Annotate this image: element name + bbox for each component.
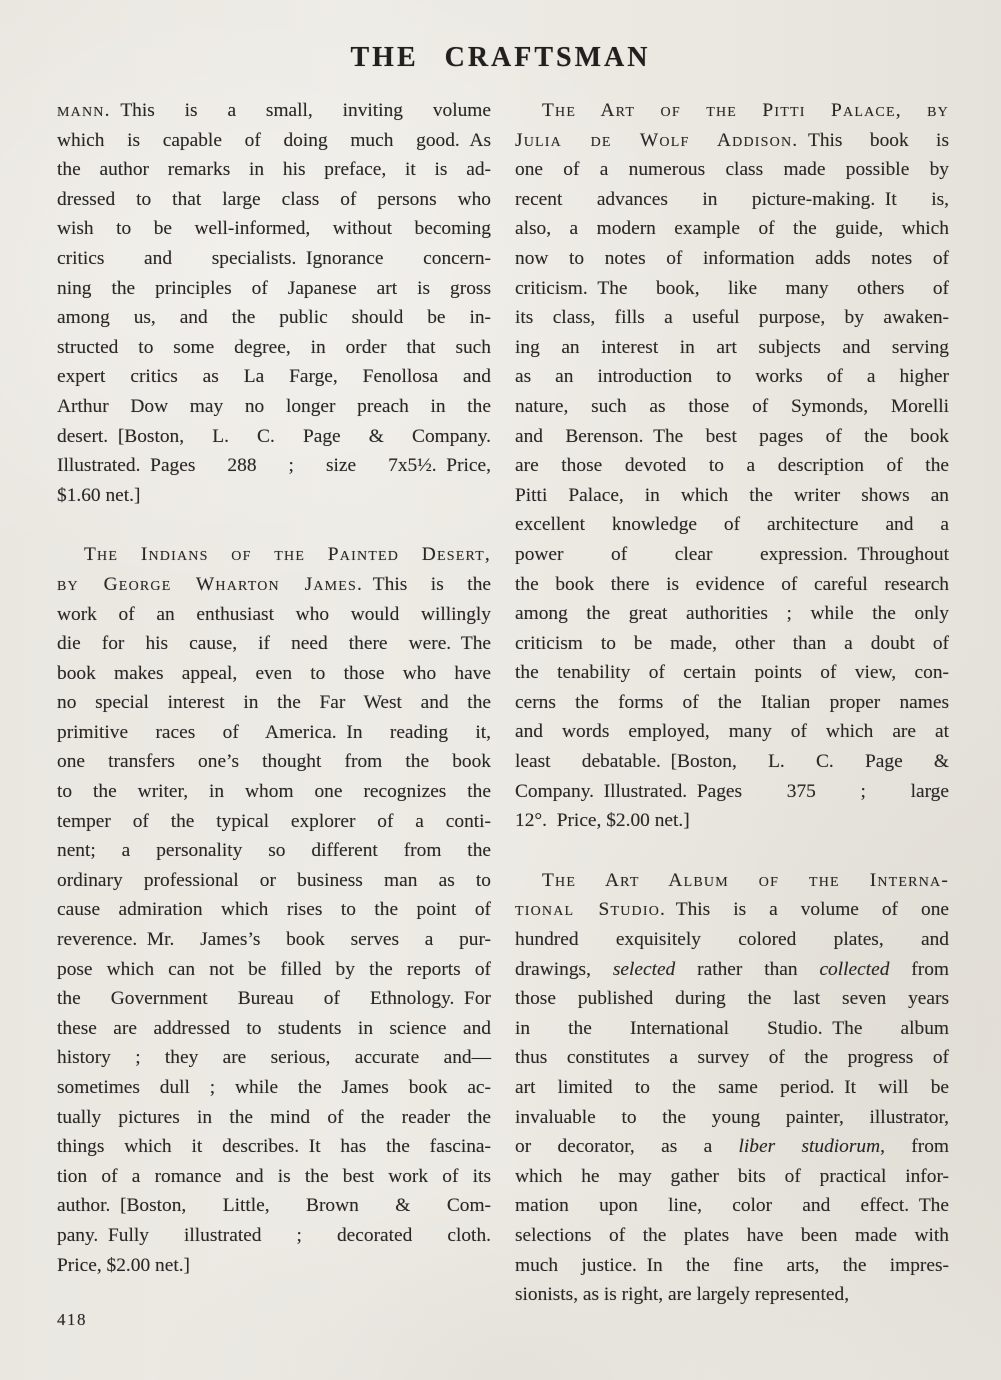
text-line: reverence. Mr. James’s book serves a pur- [57,929,491,951]
text-line: $1.60 net.] [57,484,141,506]
text-line: criticism. The book, like many others of [515,277,949,299]
text-line: history ; they are serious, accurate and— [57,1047,491,1069]
text-line: those published during the last seven years [515,988,949,1010]
text-line: recent advances in picture-making. It is, [515,188,949,210]
paragraph [57,540,491,1280]
text-line: the tenability of certain points of view, con- [515,662,949,684]
text-line: invaluable to the young painter, illustrator, [515,1106,949,1128]
text-line: power of clear expression. Throughout [515,543,949,565]
text-line: nature, such as those of Symonds, Morelli [515,395,949,417]
text-line: The Art of the Pitti Palace, by [542,100,949,121]
text-line: also, a modern example of the guide, which [515,218,949,240]
text-line: one of a numerous class made possible by [515,159,949,181]
text-line: Price, $2.00 net.] [57,1254,191,1276]
text-line: Arthur Dow may no longer preach in the [57,395,491,417]
text-line: cause admiration which rises to the point of [57,899,491,921]
text-line: desert. [Boston, L. C. Page & Company. [57,425,491,447]
text-line: the book there is evidence of careful research [515,573,949,595]
text-line: author. [Boston, Little, Brown & Com- [57,1195,491,1217]
text-line: Company. Illustrated. Pages 375 ; large [515,780,949,802]
text-line: its class, fills a useful purpose, by awaken- [515,307,949,329]
text-line: tional Studio. This is a volume of one [515,899,949,921]
text-line: by George Wharton James. This is the [57,573,491,595]
text-line: are those devoted to a description of the [515,455,949,477]
text-line: and words employed, many of which are at [515,721,949,743]
text-line: primitive races of America. In reading it, [57,721,491,743]
text-line: to the writer, in whom one recognizes the [57,781,491,803]
text-line: art limited to the same period. It will be [515,1077,949,1098]
text-line: which is capable of doing much good. As [57,129,491,151]
text-line: mann. This is a small, inviting volume [57,100,491,121]
text-line: temper of the typical explorer of a conti- [57,810,491,832]
text-line: the Government Bureau of Ethnology. For [57,988,491,1010]
text-line: nent; a personality so different from the [57,840,491,862]
text-line: structed to some degree, in order that such [57,336,491,358]
text-line: as an introduction to works of a higher [515,366,949,388]
text-line: Pitti Palace, in which the writer shows an [515,484,949,506]
text-line: 12°. Price, $2.00 net.] [515,810,690,832]
text-line: or decorator, as a liber studiorum, from [515,1136,949,1158]
text-line: now to notes of information adds notes of [515,247,949,269]
text-line: things which it describes. It has the fascina- [57,1136,491,1158]
text-line: critics and specialists. Ignorance concern- [57,247,491,269]
text-line: tion of a romance and is the best work of its [57,1165,491,1187]
text-line: book makes appeal, even to those who have [57,662,491,684]
text-line: ing an interest in art subjects and serving [515,336,949,358]
text-line: drawings, selected rather than collected from [515,958,949,980]
text-line: the author remarks in his preface, it is ad- [57,159,491,181]
paragraph [515,96,949,836]
text-line: dressed to that large class of persons who [57,188,491,210]
text-line: no special interest in the Far West and the [57,692,491,714]
text-line: among us, and the public should be in- [57,307,491,329]
text-columns [57,96,949,1310]
text-line: pose which can not be filled by the reports of [57,958,491,980]
text-line: cerns the forms of the Italian proper names [515,691,949,713]
text-line: mation upon line, color and effect. The [515,1195,949,1217]
text-line: least debatable. [Boston, L. C. Page & [515,751,949,773]
paragraph [515,866,949,1310]
text-line: ning the principles of Japanese art is gross [57,277,491,299]
page-title: THE CRAFTSMAN [350,42,651,73]
right-column [515,96,949,1310]
text-line: criticism to be made, other than a doubt of [515,632,949,654]
text-line: Julia de Wolf Addison. This book is [515,129,949,151]
left-column [57,96,491,1310]
text-line: and Berenson. The best pages of the book [515,425,949,447]
text-line: Illustrated. Pages 288 ; size 7x5½. Price, [57,455,491,477]
text-line: in the International Studio. The album [515,1017,949,1039]
text-line: much justice. In the fine arts, the impres- [515,1254,949,1276]
page-number: 418 [57,1310,87,1329]
text-line: pany. Fully illustrated ; decorated cloth. [57,1224,491,1246]
text-line: The Indians of the Painted Desert, [84,544,491,566]
text-line: ordinary professional or business man as to [57,869,491,891]
text-line: sometimes dull ; while the James book ac- [57,1077,491,1098]
text-line: selections of the plates have been made with [515,1224,949,1246]
text-line: expert critics as La Farge, Fenollosa and [57,366,491,388]
text-line: these are addressed to students in science and [57,1017,491,1039]
text-line: excellent knowledge of architecture and a [515,514,949,536]
text-line: die for his cause, if need there were. The [57,633,491,655]
paragraph [57,96,491,510]
text-line: work of an enthusiast who would willingly [57,603,491,625]
text-line: wish to be well-informed, without becoming [57,218,491,240]
text-line: thus constitutes a survey of the progress of [515,1047,949,1069]
text-line: The Art Album of the Interna- [542,869,949,891]
text-line: which he may gather bits of practical infor- [515,1165,949,1187]
text-line: sionists, as is right, are largely represented, [515,1284,850,1306]
text-line: among the great authorities ; while the only [515,603,949,625]
text-line: tually pictures in the mind of the reader the [57,1106,491,1128]
text-line: hundred exquisitely colored plates, and [515,929,949,951]
text-line: one transfers one’s thought from the book [57,751,491,773]
